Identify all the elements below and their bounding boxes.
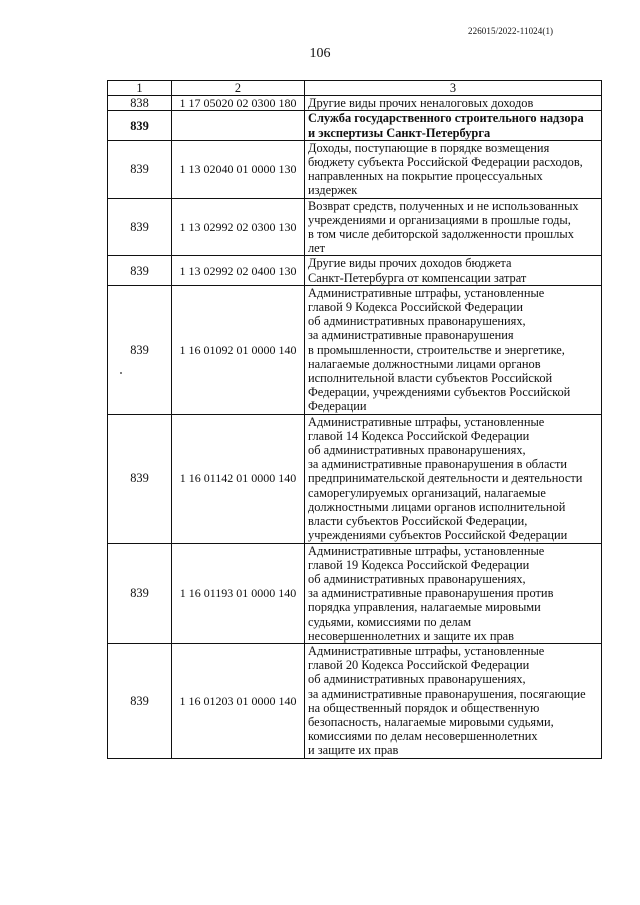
- admin-code-cell: 839: [108, 256, 172, 285]
- name-line: за административные правонарушения: [308, 328, 514, 343]
- revenue-name-cell: [305, 643, 602, 758]
- admin-code-cell: 838: [108, 96, 172, 111]
- revenue-code-cell: 1 16 01092 01 0000 140: [172, 285, 305, 414]
- table-header-row: [108, 81, 602, 96]
- name-line: за административные правонарушения в области: [308, 457, 568, 472]
- table-row: [108, 96, 602, 111]
- name-line: и экспертизы Санкт-Петербурга: [308, 125, 491, 140]
- revenue-code-cell: 1 16 01142 01 0000 140: [172, 414, 305, 543]
- name-line: Административные штрафы, установленные: [308, 643, 545, 658]
- table-row: [108, 285, 602, 414]
- name-line: главой 20 Кодекса Российской Федерации: [308, 658, 530, 673]
- revenue-code-cell: 1 13 02040 01 0000 130: [172, 140, 305, 198]
- name-line: предпринимательской деятельности и деятельности: [308, 471, 583, 486]
- admin-code-cell: 839: [108, 543, 172, 643]
- revenue-code-cell: 1 16 01193 01 0000 140: [172, 543, 305, 643]
- name-line: об административных правонарушениях,: [308, 443, 526, 458]
- name-line: Федерации: [308, 399, 367, 414]
- name-line: лет: [308, 241, 326, 256]
- revenue-code-cell: 1 13 02992 02 0300 130: [172, 198, 305, 256]
- name-line: главой 9 Кодекса Российской Федерации: [308, 300, 524, 315]
- revenue-name-cell: [305, 414, 602, 543]
- admin-code-cell: 839: [108, 643, 172, 758]
- document-id: 226015/2022-11024(1): [468, 26, 554, 36]
- name-line: учреждениями субъектов Российской Федерации: [308, 528, 568, 543]
- name-line: Федерации, учреждениями субъектов Российской: [308, 385, 571, 400]
- name-line: главой 19 Кодекса Российской Федерации: [308, 557, 530, 572]
- name-line: главой 14 Кодекса Российской Федерации: [308, 428, 530, 443]
- revenue-name-cell: [305, 543, 602, 643]
- revenue-code-cell: 1 17 05020 02 0300 180: [172, 96, 305, 111]
- name-line: в промышленности, строительстве и энергетике,: [308, 342, 565, 357]
- admin-code-cell: 839: [108, 140, 172, 198]
- name-line: издержек: [308, 183, 358, 198]
- name-line: должностными лицами органов исполнительной: [308, 499, 566, 514]
- name-line: Санкт-Петербурга от компенсации затрат: [308, 270, 527, 285]
- table-row: [108, 111, 602, 140]
- name-line: Возврат средств, полученных и не использованных: [308, 198, 579, 213]
- revenue-code-cell: [172, 111, 305, 140]
- column-header-1: 1: [108, 81, 172, 96]
- column-header-2: 2: [172, 81, 305, 96]
- name-line: об административных правонарушениях,: [308, 672, 526, 687]
- name-line: Административные штрафы, установленные: [308, 414, 545, 429]
- revenue-name-cell: [305, 111, 602, 140]
- table-row: [108, 256, 602, 285]
- admin-code-cell: 839: [108, 111, 172, 140]
- name-line: власти субъектов Российской Федерации,: [308, 514, 528, 529]
- revenue-name-cell: [305, 140, 602, 198]
- table-row: [108, 414, 602, 543]
- name-line: Другие виды прочих неналоговых доходов: [308, 96, 534, 111]
- name-line: об административных правонарушениях,: [308, 314, 526, 329]
- revenue-name-cell: [305, 96, 602, 111]
- table-row: [108, 543, 602, 643]
- revenue-name-cell: [305, 285, 602, 414]
- name-line: налагаемые должностными лицами органов: [308, 356, 541, 371]
- name-line: учреждениями и организациями в прошлые годы,: [308, 212, 571, 227]
- name-line: за административные правонарушения, посягающие: [308, 686, 586, 701]
- column-header-3: 3: [305, 81, 602, 96]
- name-line: Другие виды прочих доходов бюджета: [308, 256, 512, 271]
- admin-code-cell: 839: [108, 414, 172, 543]
- name-line: порядка управления, налагаемые мировыми: [308, 600, 541, 615]
- name-line: судьями, комиссиями по делам: [308, 614, 472, 629]
- name-line: направленных на покрытие процессуальных: [308, 169, 543, 184]
- name-line: в том числе дебиторской задолженности прошлых: [308, 227, 574, 242]
- revenue-codes-table: [107, 80, 602, 759]
- name-line: несовершеннолетних и защите их прав: [308, 628, 515, 643]
- table-row: [108, 198, 602, 256]
- name-line: Служба государственного строительного надзора: [308, 111, 584, 126]
- name-line: безопасность, налагаемые мировыми судьями,: [308, 714, 554, 729]
- page-number: 106: [309, 46, 331, 61]
- admin-code-cell: 839: [108, 285, 172, 414]
- revenue-code-cell: 1 16 01203 01 0000 140: [172, 643, 305, 758]
- table-row: [108, 643, 602, 758]
- revenue-name-cell: [305, 198, 602, 256]
- name-line: Доходы, поступающие в порядке возмещения: [308, 140, 550, 155]
- name-line: об административных правонарушениях,: [308, 571, 526, 586]
- name-line: и защите их прав: [308, 743, 399, 758]
- name-line: за административные правонарушения против: [308, 586, 554, 601]
- name-line: комиссиями по делам несовершеннолетних: [308, 729, 538, 744]
- name-line: саморегулируемых организаций, налагаемые: [308, 485, 546, 500]
- name-line: бюджету субъекта Российской Федерации расходов,: [308, 155, 583, 170]
- name-line: исполнительной власти субъектов Российской: [308, 371, 553, 386]
- name-line: Административные штрафы, установленные: [308, 543, 545, 558]
- revenue-name-cell: [305, 256, 602, 285]
- name-line: Административные штрафы, установленные: [308, 285, 545, 300]
- revenue-code-cell: 1 13 02992 02 0400 130: [172, 256, 305, 285]
- admin-code-cell: 839: [108, 198, 172, 256]
- name-line: на общественный порядок и общественную: [308, 700, 540, 715]
- table-row: [108, 140, 602, 198]
